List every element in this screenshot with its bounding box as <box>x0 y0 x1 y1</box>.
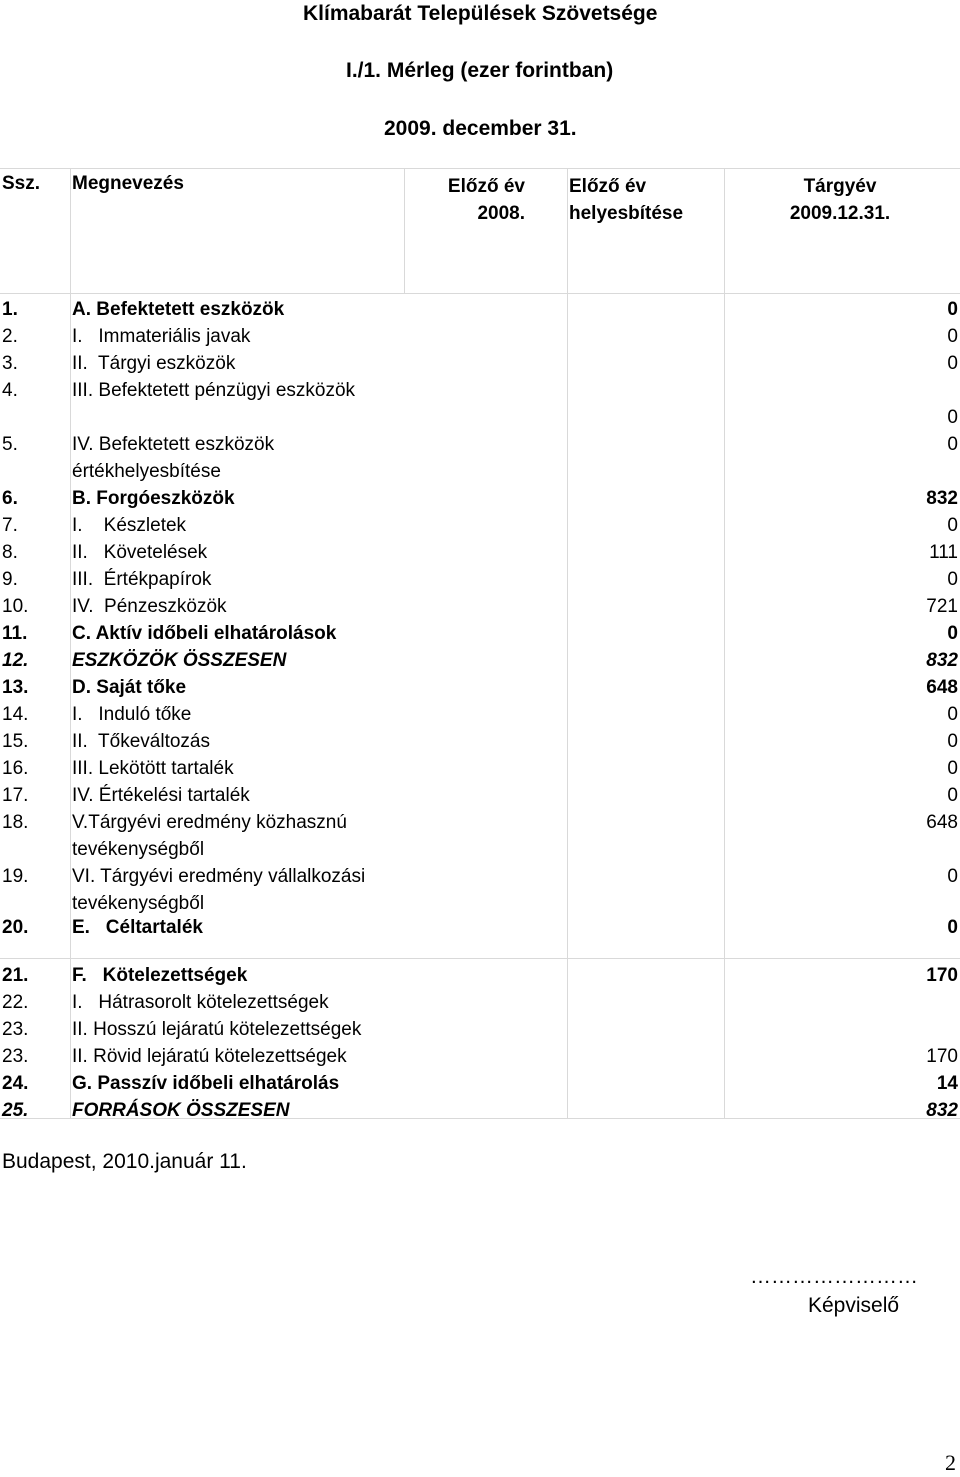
row-number: 2. <box>2 326 18 347</box>
row-label-continued: értékhelyesbítése <box>72 461 221 482</box>
table-row <box>0 782 960 809</box>
table-row <box>0 1043 960 1070</box>
row-value-current-year: 0 <box>947 758 958 779</box>
row-value-current-year: 170 <box>926 1046 958 1067</box>
row-label: F. Kötelezettségek <box>72 965 248 986</box>
row-value-current-year: 0 <box>947 515 958 536</box>
row-number: 19. <box>2 866 29 887</box>
signature-dots: …………………… <box>750 1265 918 1288</box>
row-number: 21. <box>2 965 29 986</box>
column-header-ssz: Ssz. <box>2 173 41 194</box>
row-label: C. Aktív időbeli elhatárolások <box>72 623 337 644</box>
column-header-current-year-line2: 2009.12.31. <box>789 203 891 224</box>
row-value-current-year: 111 <box>929 542 958 563</box>
row-number: 1. <box>2 299 18 320</box>
row-label: FORRÁSOK ÖSSZESEN <box>72 1100 290 1121</box>
column-header-prev-year-line1: Előző év <box>447 176 525 197</box>
row-label: D. Saját tőke <box>72 677 187 698</box>
row-value-current-year: 0 <box>947 731 958 752</box>
row-label: II. Hosszú lejáratú kötelezettségek <box>72 1019 362 1040</box>
column-header-adjustment <box>569 173 683 227</box>
row-value-current-year: 832 <box>926 650 958 671</box>
row-label: II. Rövid lejáratú kötelezettségek <box>72 1046 347 1067</box>
table-row <box>0 539 960 566</box>
table-row <box>0 701 960 728</box>
row-value-current-year: 0 <box>947 623 958 644</box>
row-number: 10. <box>2 596 29 617</box>
row-label: II. Tárgyi eszközök <box>72 353 236 374</box>
row-number: 14. <box>2 704 29 725</box>
row-number: 7. <box>2 515 18 536</box>
row-label: VI. Tárgyévi eredmény vállalkozási <box>72 866 366 887</box>
row-label: I. Hátrasorolt kötelezettségek <box>72 992 329 1013</box>
row-label: II. Követelések <box>72 542 208 563</box>
row-value-current-year: 0 <box>947 434 958 455</box>
row-value-current-year: 0 <box>947 917 958 938</box>
grid-line <box>0 958 960 959</box>
table-row <box>0 566 960 593</box>
table-row <box>0 647 960 674</box>
row-label: V.Tárgyévi eredmény közhasznú <box>72 812 347 833</box>
row-number: 3. <box>2 353 18 374</box>
row-label: III. Befektetett pénzügyi eszközök <box>72 380 356 401</box>
row-label: E. Céltartalék <box>72 917 203 938</box>
row-label: B. Forgóeszközök <box>72 488 235 509</box>
table-row <box>0 914 960 941</box>
row-number: 6. <box>2 488 18 509</box>
row-number: 20. <box>2 917 29 938</box>
grid-line <box>0 293 960 294</box>
row-label: A. Befektetett eszközök <box>72 299 285 320</box>
row-value-current-year: 832 <box>926 488 958 509</box>
table-row <box>0 593 960 620</box>
row-number: 8. <box>2 542 18 563</box>
table-row <box>0 512 960 539</box>
row-number: 9. <box>2 569 18 590</box>
row-value-current-year: 0 <box>947 785 958 806</box>
table-row <box>0 620 960 647</box>
row-label: IV. Értékelési tartalék <box>72 785 250 806</box>
table-row <box>0 809 960 860</box>
row-value-current-year: 832 <box>926 1100 958 1121</box>
column-header-name: Megnevezés <box>72 173 184 194</box>
table-row <box>0 323 960 350</box>
place-and-date: Budapest, 2010.január 11. <box>2 1150 247 1173</box>
row-label-continued: tevékenységből <box>72 839 205 860</box>
document-date: 2009. december 31. <box>384 117 577 140</box>
column-header-adjustment-line1: Előző év <box>569 176 647 197</box>
row-value-current-year: 0 <box>947 866 958 887</box>
table-row <box>0 350 960 377</box>
column-header-adjustment-line2: helyesbítése <box>569 203 684 224</box>
table-row <box>0 728 960 755</box>
row-label: I. Készletek <box>72 515 187 536</box>
row-number: 22. <box>2 992 29 1013</box>
grid-line <box>404 168 405 294</box>
row-value-current-year: 0 <box>947 704 958 725</box>
row-label: G. Passzív időbeli elhatárolás <box>72 1073 340 1094</box>
row-label: I. Induló tőke <box>72 704 192 725</box>
row-value-current-year: 648 <box>926 677 958 698</box>
column-header-current-year <box>760 173 920 227</box>
row-value-current-year: 0 <box>947 353 958 374</box>
table-row <box>0 989 960 1016</box>
row-number: 15. <box>2 731 29 752</box>
row-number: 5. <box>2 434 18 455</box>
table-row <box>0 1097 960 1124</box>
column-header-current-year-line1: Tárgyév <box>803 176 877 197</box>
table-row <box>0 377 960 428</box>
table-row <box>0 755 960 782</box>
table-row <box>0 863 960 914</box>
row-value-current-year: 648 <box>926 812 958 833</box>
row-label: IV. Pénzeszközök <box>72 596 227 617</box>
row-value-current-year: 14 <box>936 1073 958 1094</box>
table-row <box>0 674 960 701</box>
row-label: IV. Befektetett eszközök <box>72 434 275 455</box>
row-label: I. Immateriális javak <box>72 326 251 347</box>
row-label: III. Lekötött tartalék <box>72 758 234 779</box>
row-label-continued: tevékenységből <box>72 893 205 914</box>
row-value-current-year: 0 <box>947 299 958 320</box>
table-row <box>0 296 960 323</box>
row-number: 11. <box>2 623 28 644</box>
table-row <box>0 485 960 512</box>
row-number: 24. <box>2 1073 29 1094</box>
row-value-current-year: 0 <box>947 326 958 347</box>
row-number: 4. <box>2 380 18 401</box>
row-label: II. Tőkeváltozás <box>72 731 210 752</box>
row-number: 23. <box>2 1019 29 1040</box>
page-number: 2 <box>945 1450 956 1475</box>
row-value-current-year: 0 <box>947 407 958 428</box>
row-number: 23. <box>2 1046 29 1067</box>
table-row <box>0 1016 960 1043</box>
row-label: ESZKÖZÖK ÖSSZESEN <box>72 650 287 671</box>
row-label: III. Értékpapírok <box>72 569 212 590</box>
signature-label: Képviselő <box>808 1294 900 1317</box>
row-number: 17. <box>2 785 29 806</box>
row-number: 13. <box>2 677 29 698</box>
org-name: Klímabarát Települések Szövetsége <box>303 2 658 25</box>
row-number: 16. <box>2 758 29 779</box>
row-number: 25. <box>2 1100 29 1121</box>
row-number: 18. <box>2 812 29 833</box>
row-number: 12. <box>2 650 29 671</box>
row-value-current-year: 170 <box>926 965 958 986</box>
table-row <box>0 1070 960 1097</box>
row-value-current-year: 721 <box>926 596 958 617</box>
document-title: I./1. Mérleg (ezer forintban) <box>346 59 614 82</box>
grid-line <box>0 168 960 169</box>
table-row <box>0 962 960 989</box>
column-header-prev-year <box>405 173 525 227</box>
row-value-current-year: 0 <box>947 569 958 590</box>
column-header-prev-year-line2: 2008. <box>477 203 525 224</box>
table-row <box>0 431 960 482</box>
